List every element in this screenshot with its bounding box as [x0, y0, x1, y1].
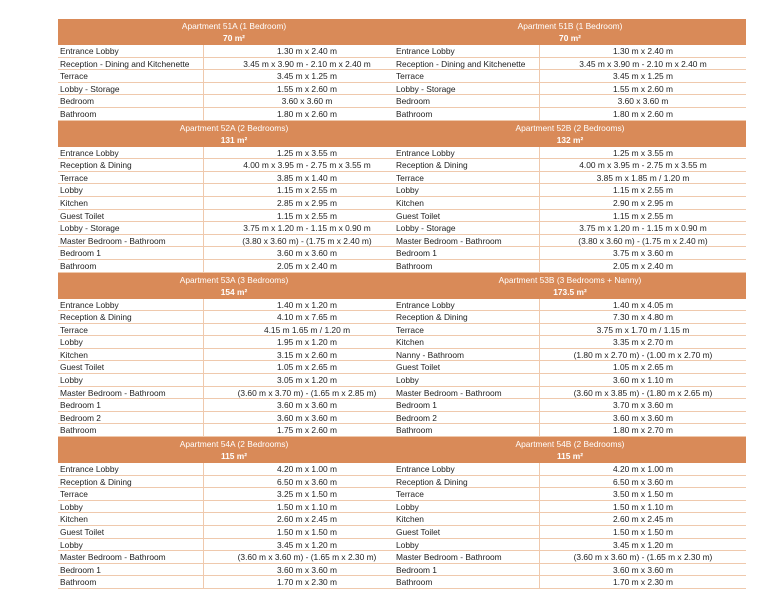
room-dimensions: 3.60 m x 3.60 m [276, 400, 338, 411]
table-row [58, 159, 410, 172]
room-name: Bedroom 1 [58, 564, 204, 576]
apartment-title: Apartment 51B (1 Bedroom) [517, 21, 623, 31]
apartment-area: 115 m² [556, 451, 584, 462]
table-row [58, 488, 410, 501]
room-name: Terrace [58, 70, 204, 82]
table-row [394, 399, 746, 412]
room-dimensions: 3.75 m x 1.20 m - 1.15 m x 0.90 m [579, 223, 707, 234]
table-row [394, 184, 746, 197]
table-row [394, 412, 746, 425]
room-dimensions: 4.00 m x 3.95 m - 2.75 m x 3.55 m [579, 160, 707, 171]
room-dimensions: 3.45 m x 3.90 m - 2.10 m x 2.40 m [243, 58, 371, 69]
room-dimensions: 3.60 m x 3.60 m [276, 412, 338, 423]
left-column [58, 19, 410, 589]
room-name: Bedroom [394, 95, 540, 107]
room-dimensions: 3.85 m x 1.85 m / 1.20 m [596, 172, 690, 183]
room-name: Bathroom [394, 424, 540, 436]
apartment-table [394, 437, 746, 589]
room-name: Entrance Lobby [58, 299, 204, 311]
table-row [394, 299, 746, 312]
room-dimensions: 1.70 m x 2.30 m [612, 577, 674, 588]
table-row [394, 159, 746, 172]
room-name: Terrace [394, 172, 540, 184]
room-dimensions: 3.60 m x 3.60 m [276, 248, 338, 259]
room-dimensions: 1.30 m x 2.40 m [276, 46, 338, 56]
room-name: Entrance Lobby [58, 45, 204, 57]
room-dimensions: 2.60 m x 2.45 m [276, 514, 338, 525]
table-row [58, 387, 410, 400]
table-row [58, 361, 410, 374]
table-row [58, 412, 410, 425]
room-name: Reception - Dining and Kitchenette [394, 58, 540, 70]
table-row [58, 501, 410, 514]
room-dimensions: 1.05 m x 2.65 m [612, 362, 674, 373]
room-dimensions: 3.50 m x 1.50 m [612, 489, 674, 500]
room-dimensions: 1.40 m x 1.20 m [276, 299, 338, 310]
apartment-title: Apartment 53B (3 Bedrooms + Nanny) [498, 274, 642, 285]
room-name: Terrace [58, 172, 204, 184]
table-row [58, 147, 410, 160]
room-dimensions: (1.80 m x 2.70 m) - (1.00 m x 2.70 m) [573, 349, 713, 360]
room-name: Guest Toilet [58, 210, 204, 222]
table-row [58, 58, 410, 71]
room-dimensions: (3.60 m x 3.85 m) - (1.80 m x 2.65 m) [573, 387, 713, 398]
room-dimensions: 4.20 m x 1.00 m [612, 464, 674, 475]
table-row [394, 235, 746, 248]
apartment-table [394, 273, 746, 438]
room-dimensions: 2.85 m x 2.95 m [276, 197, 338, 208]
table-row [394, 564, 746, 577]
room-name: Bathroom [58, 260, 204, 272]
table-row [394, 501, 746, 514]
table-row [58, 564, 410, 577]
room-name: Bedroom 1 [394, 247, 540, 259]
room-name: Lobby [58, 184, 204, 196]
room-name: Kitchen [394, 197, 540, 209]
table-row [394, 463, 746, 476]
room-dimensions: 2.60 m x 2.45 m [612, 514, 674, 525]
room-dimensions: 2.05 m x 2.40 m [612, 260, 674, 271]
room-name: Master Bedroom - Bathroom [394, 551, 540, 563]
table-row [58, 324, 410, 337]
room-name: Master Bedroom - Bathroom [394, 235, 540, 247]
room-name: Lobby [58, 374, 204, 386]
table-row [394, 488, 746, 501]
apartment-title: Apartment 52A (2 Bedrooms) [179, 122, 289, 133]
room-name: Master Bedroom - Bathroom [394, 387, 540, 399]
table-row [394, 324, 746, 337]
apartment-area: 173.5 m² [553, 286, 587, 297]
apartment-area: 132 m² [556, 134, 584, 145]
room-name: Reception - Dining and Kitchenette [58, 58, 204, 70]
table-row [394, 70, 746, 83]
room-name: Entrance Lobby [394, 299, 540, 311]
room-dimensions: 3.15 m x 2.60 m [276, 349, 338, 360]
apartment-area: 131 m² [220, 134, 248, 145]
room-dimensions: 1.55 m x 2.60 m [612, 83, 674, 94]
apartment-table [58, 121, 410, 273]
table-row [394, 210, 746, 223]
room-dimensions: 3.60 x 3.60 m [281, 96, 333, 107]
room-name: Terrace [394, 324, 540, 336]
table-row [394, 197, 746, 210]
table-row [58, 526, 410, 539]
room-name: Entrance Lobby [394, 463, 540, 475]
table-row [58, 235, 410, 248]
apartment-table [58, 19, 410, 121]
room-name: Lobby - Storage [394, 222, 540, 234]
room-dimensions: 2.05 m x 2.40 m [276, 260, 338, 271]
room-dimensions: 3.45 m x 1.25 m [276, 71, 338, 82]
apartment-area: 70 m² [223, 33, 245, 43]
table-row [58, 197, 410, 210]
room-name: Bedroom [58, 95, 204, 107]
table-row [58, 172, 410, 185]
apartment-header [58, 273, 410, 299]
table-row [58, 83, 410, 96]
room-dimensions: 3.75 m x 3.60 m [612, 248, 674, 259]
room-name: Bathroom [58, 576, 204, 588]
room-dimensions: 6.50 m x 3.60 m [276, 476, 338, 487]
room-name: Reception & Dining [394, 159, 540, 171]
apartment-area: 115 m² [220, 451, 248, 462]
room-dimensions: 3.45 m x 1.25 m [612, 71, 674, 82]
room-dimensions: 3.25 m x 1.50 m [276, 489, 338, 500]
table-row [394, 172, 746, 185]
room-dimensions: 1.55 m x 2.60 m [276, 83, 338, 94]
table-row [58, 45, 410, 58]
room-name: Bedroom 1 [394, 399, 540, 411]
table-row [394, 361, 746, 374]
room-dimensions: 1.15 m x 2.55 m [612, 185, 674, 196]
table-row [394, 58, 746, 71]
table-row [58, 576, 410, 589]
room-name: Bathroom [58, 108, 204, 120]
room-dimensions: (3.60 m x 3.60 m) - (1.65 m x 2.30 m) [237, 552, 377, 563]
room-name: Lobby - Storage [394, 83, 540, 95]
room-name: Bathroom [394, 576, 540, 588]
room-dimensions: 1.50 m x 1.10 m [276, 501, 338, 512]
room-name: Terrace [394, 70, 540, 82]
table-row [58, 108, 410, 121]
room-dimensions: 3.60 x 3.60 m [617, 96, 669, 107]
apartment-header [58, 19, 410, 45]
table-row [58, 476, 410, 489]
room-name: Bedroom 2 [394, 412, 540, 424]
room-name: Bedroom 2 [58, 412, 204, 424]
table-row [58, 374, 410, 387]
room-dimensions: 1.25 m x 3.55 m [276, 147, 338, 158]
room-dimensions: 3.05 m x 1.20 m [276, 375, 338, 386]
room-name: Nanny - Bathroom [394, 349, 540, 361]
room-name: Master Bedroom - Bathroom [58, 235, 204, 247]
table-row [58, 399, 410, 412]
room-name: Guest Toilet [58, 361, 204, 373]
right-column [394, 19, 746, 589]
room-name: Lobby [394, 184, 540, 196]
room-name: Kitchen [58, 349, 204, 361]
room-dimensions: 1.95 m x 1.20 m [276, 337, 338, 348]
apartment-header [58, 121, 410, 147]
table-row [58, 184, 410, 197]
table-row [58, 222, 410, 235]
apartment-title: Apartment 51A (1 Bedroom) [181, 21, 287, 31]
room-dimensions: 1.15 m x 2.55 m [612, 210, 674, 221]
room-dimensions: 1.75 m x 2.60 m [276, 425, 338, 436]
room-dimensions: 4.15 m 1.65 m / 1.20 m [263, 324, 351, 335]
room-name: Entrance Lobby [394, 147, 540, 159]
table-row [394, 108, 746, 121]
room-name: Lobby [394, 539, 540, 551]
room-dimensions: 4.10 m x 7.65 m [276, 312, 338, 323]
room-name: Reception & Dining [58, 159, 204, 171]
room-name: Entrance Lobby [394, 45, 540, 57]
apartment-header [394, 19, 746, 45]
room-dimensions: 1.15 m x 2.55 m [276, 210, 338, 221]
room-dimensions: (3.60 m x 3.70 m) - (1.65 m x 2.85 m) [237, 387, 377, 398]
apartment-title: Apartment 52B (2 Bedrooms) [515, 122, 625, 133]
room-name: Guest Toilet [394, 526, 540, 538]
table-row [394, 551, 746, 564]
room-dimensions: (3.80 x 3.60 m) - (1.75 m x 2.40 m) [242, 235, 372, 246]
table-row [394, 476, 746, 489]
apartment-area: 154 m² [220, 286, 248, 297]
table-row [394, 513, 746, 526]
apartment-header [394, 121, 746, 147]
apartment-table [394, 121, 746, 273]
table-row [58, 424, 410, 437]
room-name: Lobby - Storage [58, 83, 204, 95]
room-name: Guest Toilet [58, 526, 204, 538]
table-row [394, 526, 746, 539]
room-dimensions: 1.40 m x 4.05 m [612, 299, 674, 310]
table-row [394, 311, 746, 324]
room-dimensions: 1.80 m x 2.60 m [276, 108, 338, 119]
room-dimensions: (3.60 m x 3.60 m) - (1.65 m x 2.30 m) [573, 552, 713, 563]
room-name: Lobby [58, 336, 204, 348]
room-dimensions: 6.50 m x 3.60 m [612, 476, 674, 487]
room-dimensions: 2.90 m x 2.95 m [612, 197, 674, 208]
apartment-table [58, 437, 410, 589]
room-dimensions: 3.85 m x 1.40 m [276, 172, 338, 183]
table-row [58, 299, 410, 312]
table-row [58, 260, 410, 273]
room-name: Entrance Lobby [58, 147, 204, 159]
table-row [58, 95, 410, 108]
apartment-header [58, 437, 410, 463]
room-name: Bathroom [394, 108, 540, 120]
table-row [394, 45, 746, 58]
room-name: Reception & Dining [58, 311, 204, 323]
table-row [58, 336, 410, 349]
room-name: Master Bedroom - Bathroom [58, 387, 204, 399]
room-name: Terrace [394, 488, 540, 500]
apartment-title: Apartment 54B (2 Bedrooms) [515, 439, 625, 450]
room-name: Bedroom 1 [394, 564, 540, 576]
table-row [394, 374, 746, 387]
room-name: Reception & Dining [394, 311, 540, 323]
room-name: Bedroom 1 [58, 247, 204, 259]
room-dimensions: 3.45 m x 1.20 m [276, 539, 338, 550]
room-name: Bathroom [58, 424, 204, 436]
room-name: Terrace [58, 488, 204, 500]
room-name: Terrace [58, 324, 204, 336]
table-row [58, 311, 410, 324]
table-row [394, 95, 746, 108]
room-dimensions: 3.35 m x 2.70 m [612, 337, 674, 348]
room-name: Guest Toilet [394, 210, 540, 222]
room-name: Entrance Lobby [58, 463, 204, 475]
room-dimensions: 3.70 m x 3.60 m [612, 400, 674, 411]
room-dimensions: 3.60 m x 3.60 m [612, 412, 674, 423]
room-dimensions: 1.05 m x 2.65 m [276, 362, 338, 373]
room-name: Lobby - Storage [58, 222, 204, 234]
apartment-header [394, 437, 746, 463]
table-row [394, 424, 746, 437]
room-name: Lobby [58, 501, 204, 513]
room-dimensions: 3.75 m x 1.20 m - 1.15 m x 0.90 m [243, 223, 371, 234]
room-name: Reception & Dining [394, 476, 540, 488]
room-dimensions: 1.70 m x 2.30 m [276, 577, 338, 588]
room-name: Kitchen [394, 336, 540, 348]
room-dimensions: 1.50 m x 1.10 m [612, 501, 674, 512]
apartment-table [58, 273, 410, 438]
table-row [58, 70, 410, 83]
apartment-area: 70 m² [559, 33, 581, 43]
room-name: Master Bedroom - Bathroom [58, 551, 204, 563]
room-name: Guest Toilet [394, 361, 540, 373]
room-dimensions: 4.00 m x 3.95 m - 2.75 m x 3.55 m [243, 160, 371, 171]
table-row [394, 349, 746, 362]
room-dimensions: 3.60 m x 3.60 m [276, 564, 338, 575]
room-name: Bathroom [394, 260, 540, 272]
table-row [394, 147, 746, 160]
table-row [394, 247, 746, 260]
table-row [58, 539, 410, 552]
apartment-title: Apartment 54A (2 Bedrooms) [179, 439, 289, 450]
table-row [394, 539, 746, 552]
room-name: Lobby [394, 501, 540, 513]
table-row [58, 551, 410, 564]
room-name: Lobby [58, 539, 204, 551]
room-dimensions: 3.60 m x 3.60 m [612, 564, 674, 575]
room-name: Lobby [394, 374, 540, 386]
room-dimensions: 1.50 m x 1.50 m [612, 527, 674, 537]
apartment-table [394, 19, 746, 121]
room-name: Bedroom 1 [58, 399, 204, 411]
table-row [394, 260, 746, 273]
room-dimensions: 4.20 m x 1.00 m [276, 464, 338, 475]
room-name: Kitchen [394, 513, 540, 525]
room-dimensions: 1.25 m x 3.55 m [612, 147, 674, 158]
room-name: Kitchen [58, 197, 204, 209]
room-dimensions: 3.60 m x 1.10 m [612, 375, 674, 386]
room-dimensions: 3.75 m x 1.70 m / 1.15 m [596, 324, 690, 335]
room-name: Kitchen [58, 513, 204, 525]
table-row [58, 463, 410, 476]
room-dimensions: 1.50 m x 1.50 m [276, 527, 338, 537]
table-row [58, 210, 410, 223]
room-dimensions: 3.45 m x 3.90 m - 2.10 m x 2.40 m [579, 58, 707, 69]
table-row [394, 83, 746, 96]
table-row [394, 576, 746, 589]
table-row [394, 387, 746, 400]
table-row [394, 336, 746, 349]
room-dimensions: 7.30 m x 4.80 m [612, 312, 674, 323]
table-row [58, 513, 410, 526]
room-dimensions: (3.80 x 3.60 m) - (1.75 m x 2.40 m) [578, 235, 708, 246]
room-dimensions: 1.80 m x 2.60 m [612, 108, 674, 119]
room-dimensions: 1.80 m x 2.70 m [612, 425, 674, 436]
apartment-title: Apartment 53A (3 Bedrooms) [179, 274, 289, 285]
table-row [58, 247, 410, 260]
room-name: Reception & Dining [58, 476, 204, 488]
apartment-header [394, 273, 746, 299]
table-row [58, 349, 410, 362]
table-row [394, 222, 746, 235]
room-dimensions: 1.15 m x 2.55 m [276, 185, 338, 196]
room-dimensions: 3.45 m x 1.20 m [612, 539, 674, 550]
room-dimensions: 1.30 m x 2.40 m [612, 46, 674, 56]
